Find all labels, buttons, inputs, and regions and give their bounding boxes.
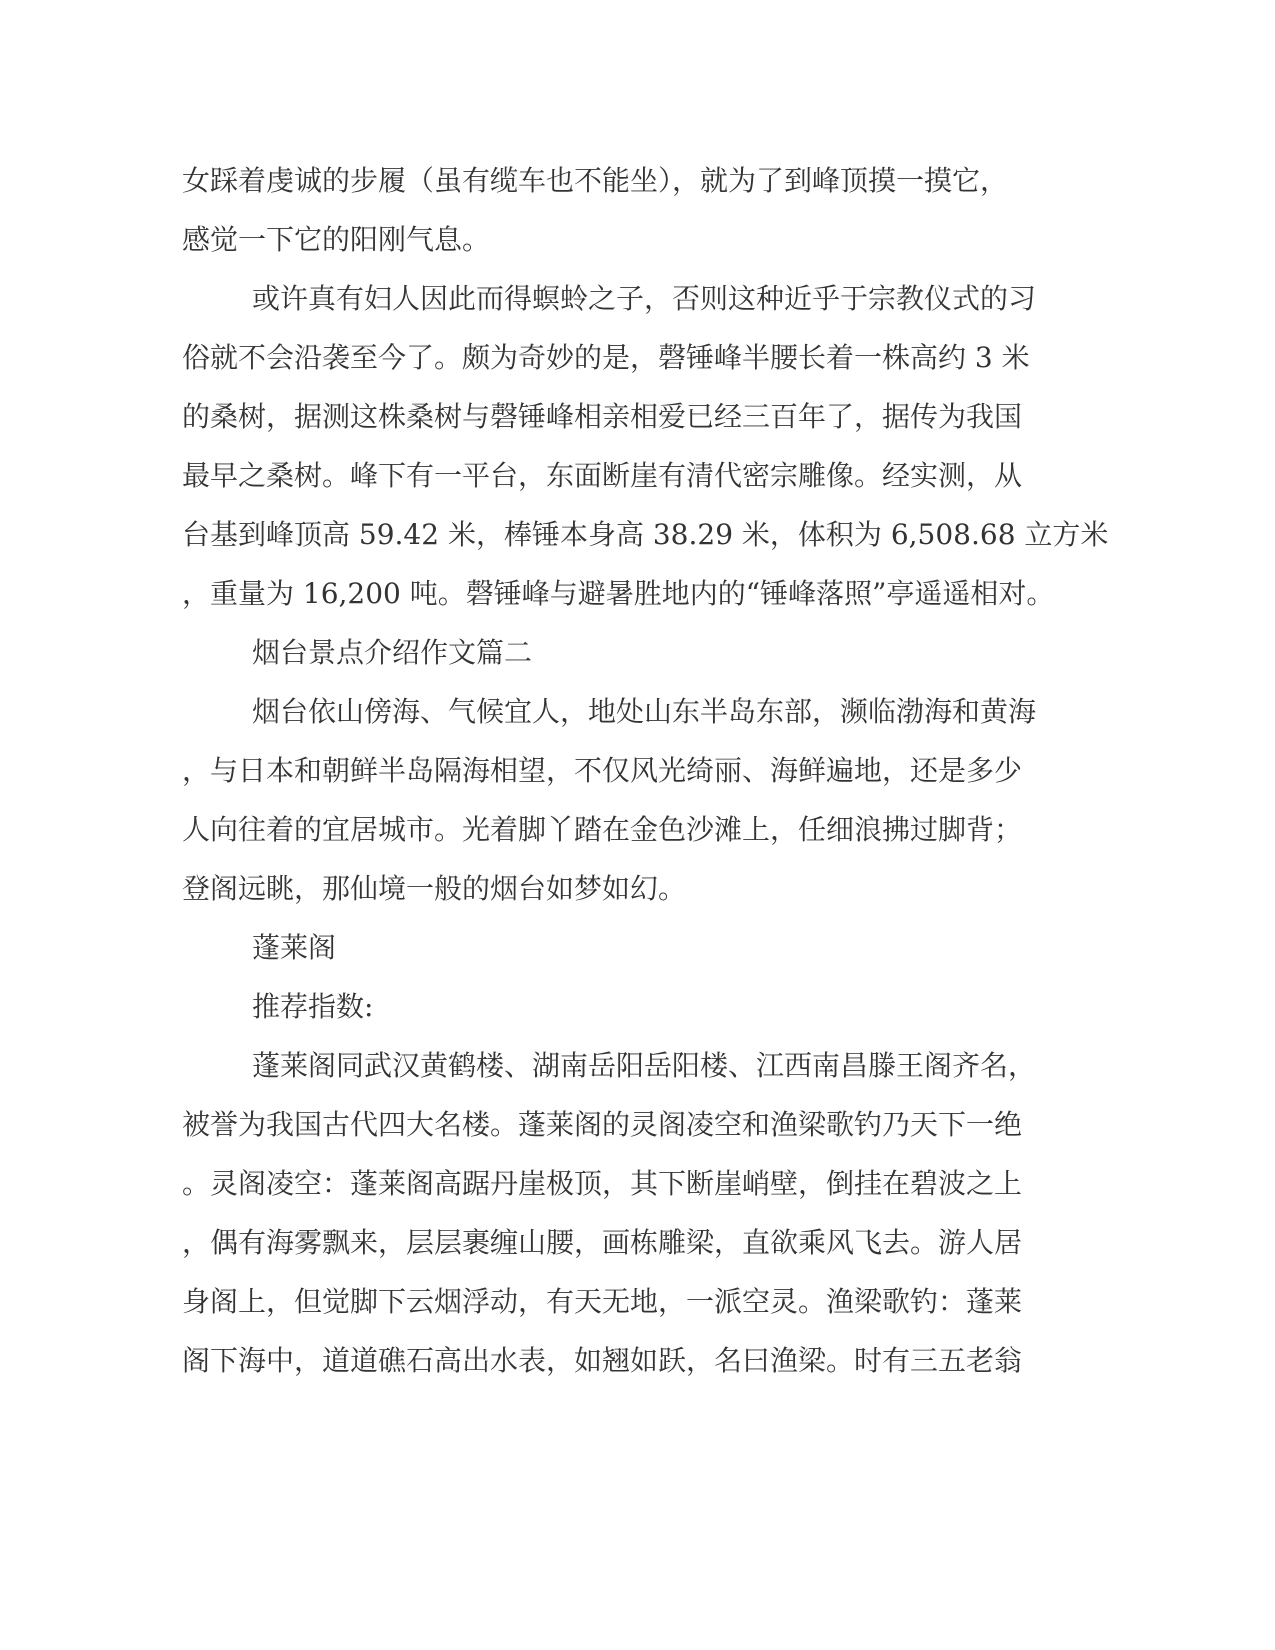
text-line: 蓬莱阁同武汉黄鹤楼、湖南岳阳岳阳楼、江西南昌滕王阁齐名， — [252, 1049, 1037, 1082]
text-line: 的桑树，据测这株桑树与磬锤峰相亲相爱已经三百年了，据传为我国 — [182, 400, 1023, 433]
text-line: 。灵阁凌空：蓬莱阁高踞丹崖极顶，其下断崖峭壁，倒挂在碧波之上 — [182, 1167, 1023, 1200]
text-line: 台基到峰顶高 59.42 米，棒锤本身高 38.29 米，体积为 6,508.68 立方米 — [182, 518, 1109, 551]
text-line: 俗就不会沿袭至今了。颇为奇妙的是，磬锤峰半腰长着一株高约 3 米 — [182, 341, 1030, 374]
text-line: 最早之桑树。峰下有一平台，东面断崖有清代密宗雕像。经实测，从 — [182, 459, 1023, 492]
text-line: ，重量为 16,200 吨。磬锤峰与避暑胜地内的“锤峰落照”亭遥遥相对。 — [182, 577, 1055, 610]
section-heading: 烟台景点介绍作文篇二 — [252, 636, 533, 669]
text-line: 登阁远眺，那仙境一般的烟台如梦如幻。 — [182, 872, 687, 905]
recommendation-label: 推荐指数: — [252, 990, 374, 1023]
text-line: 感觉一下它的阳刚气息。 — [182, 223, 491, 256]
text-line: 烟台依山傍海、气候宜人，地处山东半岛东部，濒临渤海和黄海 — [252, 695, 1037, 728]
text-line: 女踩着虔诚的步履（虽有缆车也不能坐），就为了到峰顶摸一摸它， — [182, 164, 1009, 197]
text-line: 身阁上，但觉脚下云烟浮动，有天无地，一派空灵。渔梁歌钓：蓬莱 — [182, 1285, 1023, 1318]
subheading: 蓬莱阁 — [252, 931, 337, 964]
text-line: ，偶有海雾飘来，层层裹缠山腰，画栋雕梁，直欲乘风飞去。游人居 — [182, 1226, 1023, 1259]
text-line: 或许真有妇人因此而得螟蛉之子，否则这种近乎于宗教仪式的习 — [252, 282, 1037, 315]
text-line: ，与日本和朝鲜半岛隔海相望，不仅风光绮丽、海鲜遍地，还是多少 — [182, 754, 1023, 787]
text-line: 人向往着的宜居城市。光着脚丫踏在金色沙滩上，任细浪拂过脚背； — [182, 813, 1023, 846]
text-line: 阁下海中，道道礁石高出水表，如翘如跃，名曰渔梁。时有三五老翁 — [182, 1344, 1023, 1377]
text-line: 被誉为我国古代四大名楼。蓬莱阁的灵阁凌空和渔梁歌钓乃天下一绝 — [182, 1108, 1023, 1141]
